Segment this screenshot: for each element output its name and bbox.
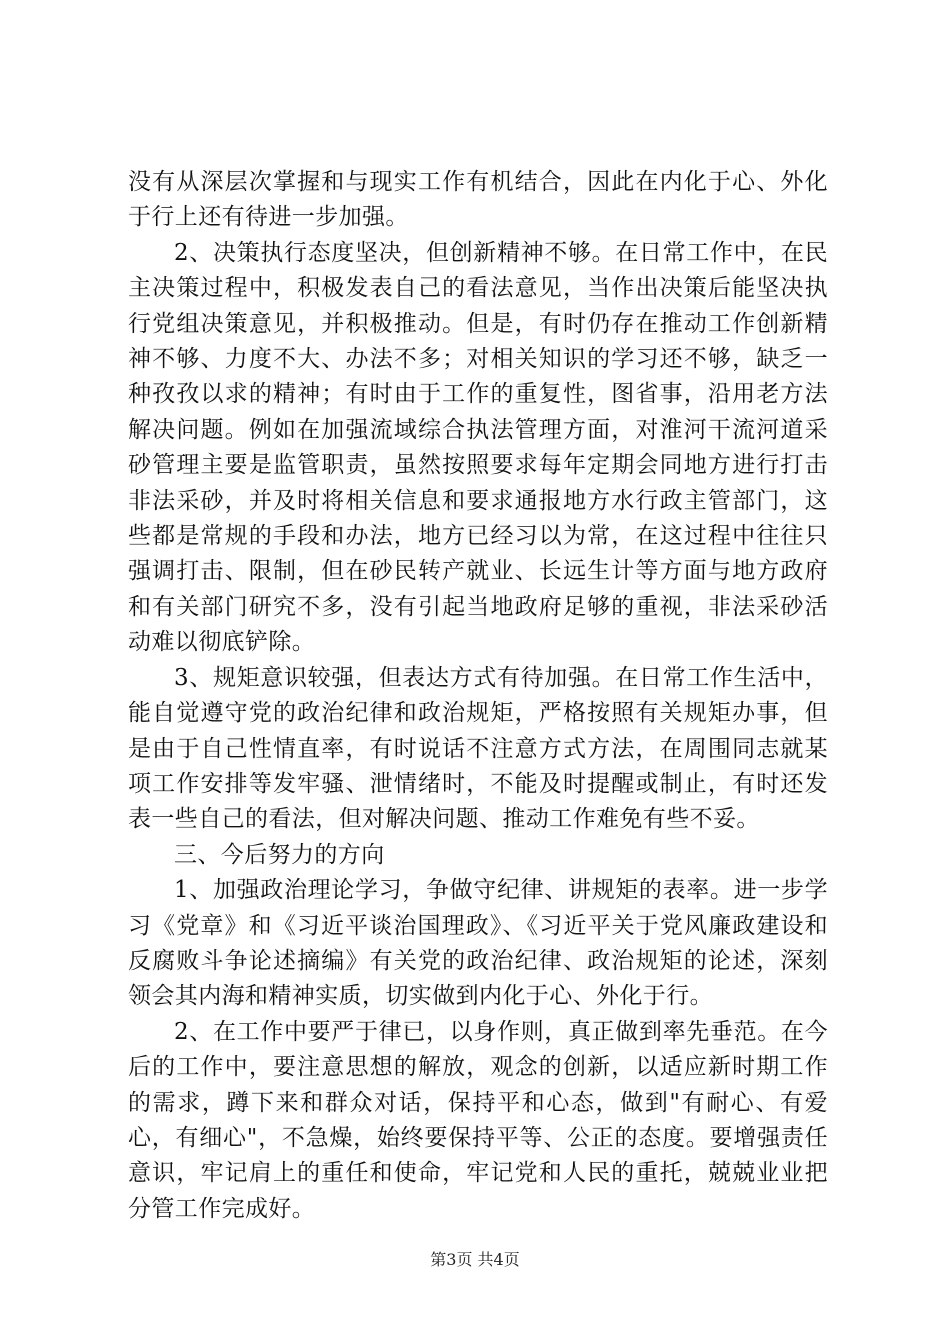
paragraph: 没有从深层次掌握和与现实工作有机结合，因此在内化于心、外化于行上还有待进一步加强。: [128, 169, 828, 231]
section-heading: 三、今后努力的方向: [174, 841, 385, 868]
paragraph: 2、在工作中要严于律已，以身作则，真正做到率先垂范。在今后的工作中，要注意思想的解放，观念的创新，以适应新时期工作的需求，蹲下来和群众对话，保持平和心态，做到"有耐心、有爱心，有细心"，不急燥，始终要保持平等、公正的态度。要增强责任意识，牢记肩上的重任和使命，牢记党和人民的重托，兢兢业业把分管工作完成好。: [128, 1018, 828, 1222]
document-body: [128, 165, 828, 1227]
page-footer: 第3页 共4页: [430, 1250, 520, 1269]
paragraph: 3、规矩意识较强，但表达方式有待加强。在日常工作生活中，能自觉遵守党的政治纪律和政治规矩，严格按照有关规矩办事，但是由于自己性情直率，有时说话不注意方式方法，在周围同志就某项工作安排等发牢骚、泄情绪时，不能及时提醒或制止，有时还发表一些自己的看法，但对解决问题、推动工作难免有些不妥。: [128, 664, 828, 833]
paragraph: 1、加强政治理论学习，争做守纪律、讲规矩的表率。进一步学习《党章》和《习近平谈治国理政》、《习近平关于党风廉政建设和反腐败斗争论述摘编》有关党的政治纪律、政治规矩的论述，深刻领会其内海和精神实质，切实做到内化于心、外化于行。: [128, 877, 828, 1010]
paragraph: 2、决策执行态度坚决，但创新精神不够。在日常工作中，在民主决策过程中，积极发表自己的看法意见，当作出决策后能坚决执行党组决策意见，并积极推动。但是，有时仍存在推动工作创新精神不够、力度不大、办法不多；对相关知识的学习还不够，缺乏一种孜孜以求的精神；有时由于工作的重复性，图省事，沿用老方法解决问题。例如在加强流域综合执法管理方面，对淮河干流河道采砂管理主要是监管职责，虽然按照要求每年定期会同地方进行打击非法采砂，并及时将相关信息和要求通报地方水行政主管部门，这些都是常规的手段和办法，地方已经习以为常，在这过程中往往只强调打击、限制，但在砂民转产就业、长远生计等方面与地方政府和有关部门研究不多，没有引起当地政府足够的重视，非法采砂活动难以彻底铲除。: [128, 239, 828, 656]
